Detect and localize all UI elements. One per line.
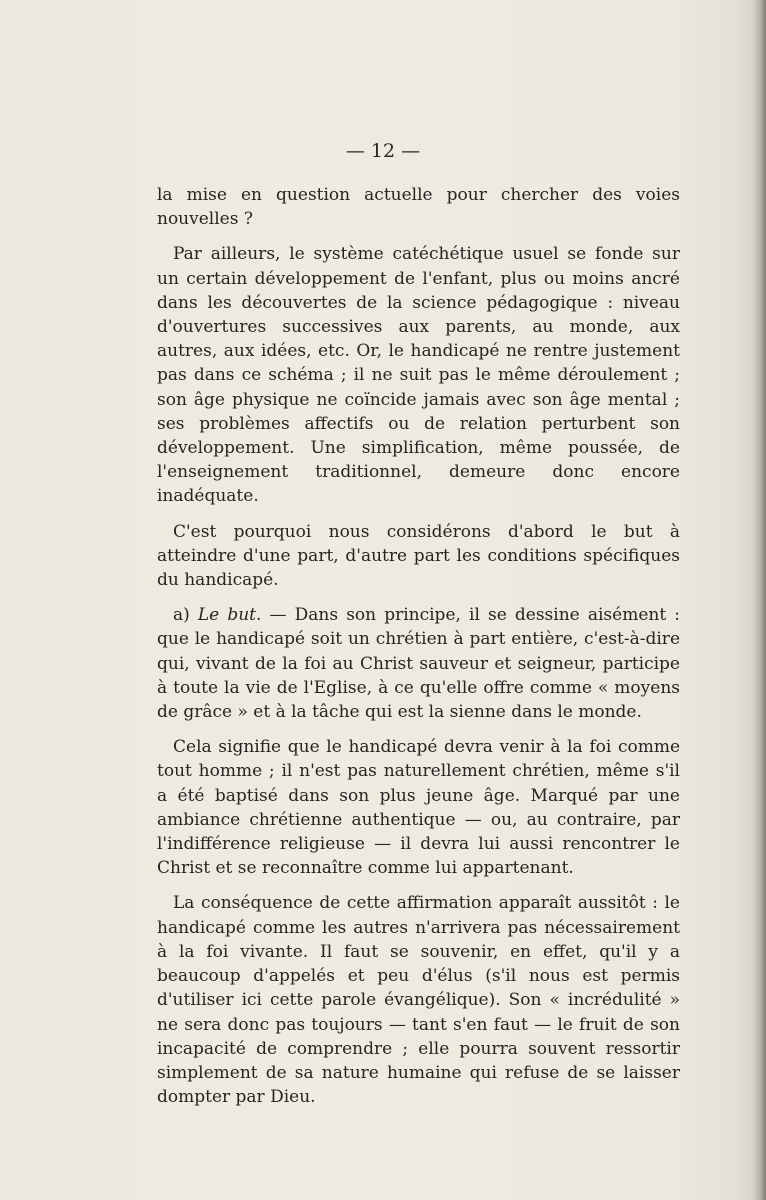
paragraph-4: [157, 603, 680, 724]
body-text: [157, 183, 680, 1120]
list-marker: a): [173, 605, 198, 626]
page-number: — 12 —: [345, 140, 421, 162]
paragraph-5: Cela signifie que le handicapé devra venir à la foi comme tout homme ; il n'est pas naturellement chrétien, même s'il a été baptisé dans son plus jeune âge. Marqué par une ambiance chrétienne authentique — ou, au contraire, par l'indifférence religieuse — il devra lui aussi rencontrer le Christ et se reconnaître comme lui appartenant.: [157, 737, 680, 879]
page-edge-shadow: [752, 0, 766, 1200]
section-heading-le-but: Le but.: [197, 605, 262, 626]
paragraph-6: La conséquence de cette affirmation apparaît aussitôt : le handicapé comme les autres n'arrivera pas nécessairement à la foi vivante. Il faut se souvenir, en effet, qu'il y a beaucoup d'appelés et peu d'élus (s'il nous est permis d'utiliser ici cette parole évangélique). Son « incrédulité » ne sera donc pas toujours — tant s'en faut — le fruit de son incapacité de comprendre ; elle pourra souvent ressortir simplement de sa nature humaine qui refuse de se laisser dompter par Dieu.: [157, 893, 680, 1108]
paragraph-2: Par ailleurs, le système catéchétique usuel se fonde sur un certain développement de l'enfant, plus ou moins ancré dans les découvertes de la science pédagogique : niveau d'ouvertures successives aux parents, au monde, aux autres, aux idées, etc. Or, le handicapé ne rentre justement pas dans ce schéma ; il ne suit pas le même déroulement ; son âge physique ne coïncide jamais avec son âge mental ; ses problèmes affectifs ou de relation perturbent son développement. Une simplification, même poussée, de l'enseignement traditionnel, demeure donc encore inadéquate.: [157, 244, 680, 507]
paragraph-3: C'est pourquoi nous considérons d'abord le but à atteindre d'une part, d'autre part les conditions spécifiques du handicapé.: [157, 521, 680, 591]
paragraph-4-text: — Dans son principe, il se dessine aisément : que le handicapé soit un chrétien à part entière, c'est-à-dire qui, vivant de la foi au Christ sauveur et seigneur, participe à toute la vie de l'Eglise, à ce qu'elle offre comme « moyens de grâce » et à la tâche qui est la sienne dans le monde.: [157, 605, 680, 723]
paragraph-1: la mise en question actuelle pour chercher des voies nouvelles ?: [157, 185, 680, 230]
